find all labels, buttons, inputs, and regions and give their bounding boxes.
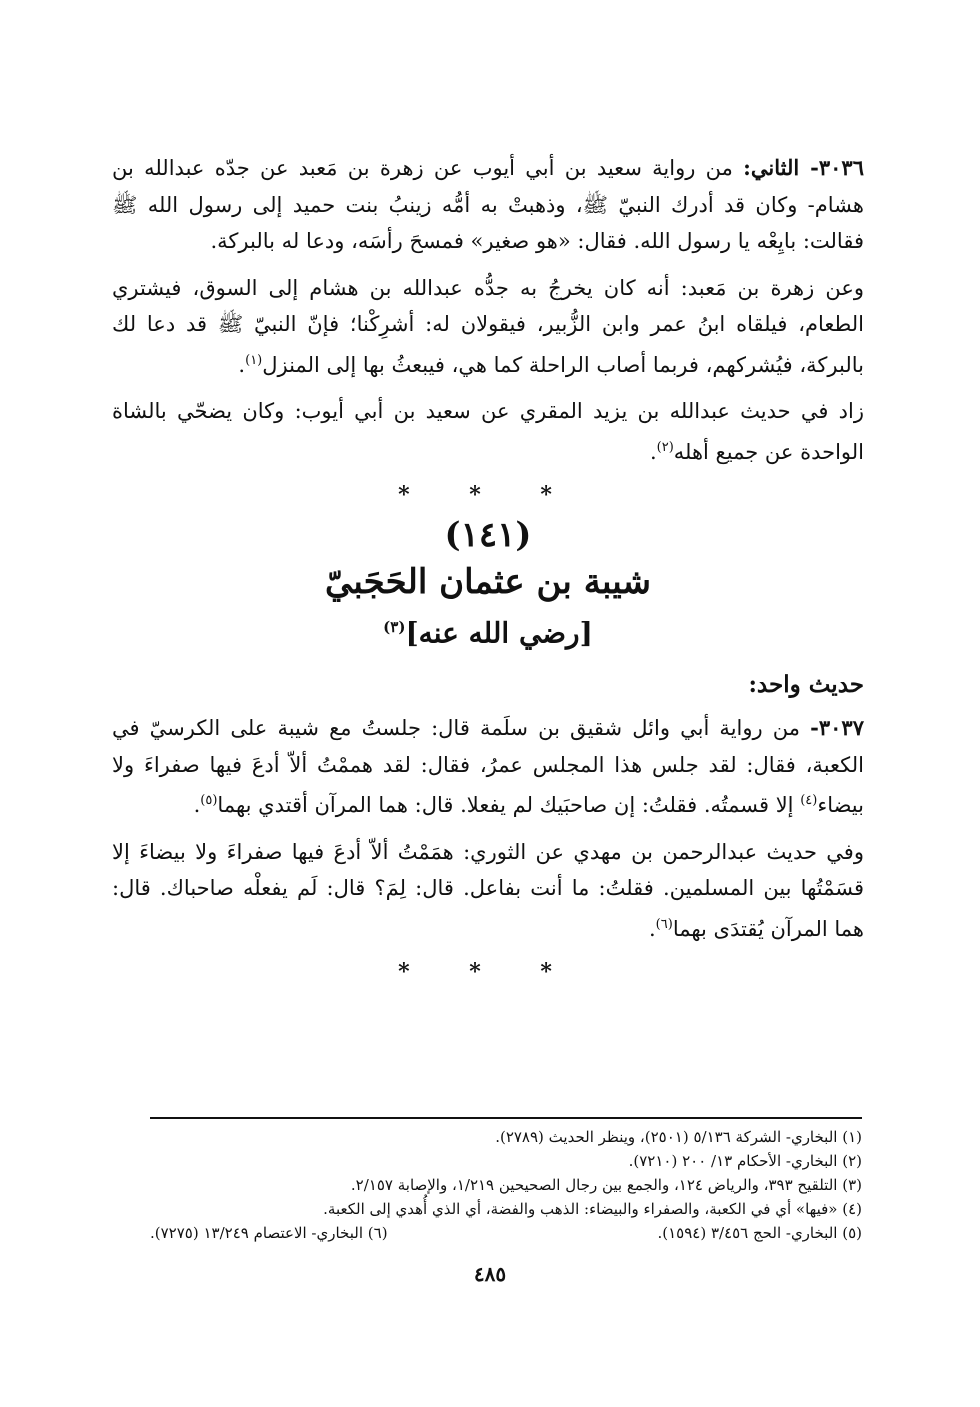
section-subtitle	[112, 606, 864, 654]
paragraph-text: وعن زهرة بن مَعبد: أنه كان يخرجُ به جدُّه عبدالله بن هشام إلى السوق، فيشتري الطعام، فيلقاه ابنُ عمر وابن الزُّبير، فيقولان له: أشرِكْنا؛ فإنّ النبيّ ﷺ قد دعا لك بالبركة، فيُشركهم، فربما أصاب الراحلة كما هي، فيبعثُ بها إلى المنزل	[112, 275, 864, 377]
footnotes	[150, 1117, 862, 1245]
subheading: حديث واحد:	[748, 671, 864, 699]
end-divider-stars: * * *	[398, 959, 578, 986]
section-divider-stars: * * *	[398, 482, 578, 508]
footnote-ref: (٣)	[383, 618, 406, 636]
hadith-3036-paragraph	[112, 150, 864, 260]
footnote-ref: (١)	[245, 352, 263, 368]
paragraph-end: .	[649, 439, 657, 464]
footnote-ref: (٢)	[656, 439, 674, 455]
footnote-3: (٣) التلقيح ٣٩٣، والرياض ١٢٤، والجمع بين رجال الصحيحين ١/٢١٩، والإصابة ٢/١٥٧.	[350, 1176, 862, 1194]
page-number: ٤٨٥	[473, 1262, 507, 1286]
addition-paragraph	[112, 393, 864, 470]
paragraph-text: وفي حديث عبدالرحمن بن مهدي عن الثوري: همَمْتُ ألاّ أدعَ فيها صفراءَ ولا بيضاءَ إلا قسَمْتُها بين المسلمين. فقلتُ: ما أنت بفاعل. قال: لِمَ؟ قال: لَم يفعلْه صاحباك. قال: هما المرآن يُقتدَى بهما	[112, 839, 864, 941]
hadith-3037-paragraph	[112, 710, 864, 824]
paragraph-text: من رواية أبي وائل شقيق بن سلَمة قال: جلستُ مع شيبة على الكرسيّ في الكعبة، فقال: لقد جلس هذا المجلس عمرُ، فقال: لقد هممْتُ ألاّ أدعَ فيها صفراءَ ولا بيضاء	[112, 716, 864, 818]
hadith-number: ٣٠٣٧-	[810, 715, 864, 741]
thawri-paragraph	[112, 834, 864, 948]
section-subtitle-text: [رضي الله عنه]	[405, 616, 593, 650]
paragraph-text-2: إلا قسمتُه. فقلتُ: إن صاحبَيك لم يفعلا. قال: هما المرآن أقتدي بهما	[217, 793, 801, 818]
footnote-4: (٤) «فيها» أي في الكعبة، والصفراء والبيضاء: الذهب والفضة، أي الذي أُهدي إلى الكعبة.	[323, 1200, 862, 1218]
paragraph-end: .	[193, 793, 201, 818]
footnote-row-5-6	[150, 1221, 862, 1245]
narration-paragraph	[112, 270, 864, 384]
footnote-2: (٢) البخاري- الأحكام ١٣/ ٢٠٠ (٧٢١٠).	[628, 1152, 862, 1170]
footnote-6: (٦) البخاري- الاعتصام ١٣/٢٤٩ (٧٢٧٥).	[150, 1224, 388, 1242]
paragraph-text: من رواية سعيد بن أبي أيوب عن زهرة بن مَعبد عن جدّه عبدالله بن هشام- وكان قد أدرك النبيّ ﷺ، وذهبتْ به أمُّه زينبُ بنت حميد إلى رسول الله ﷺ فقالت: بايِعْه يا رسول الله. فقال: «هو صغير» فمسحَ رأسَه، ودعا له بالبركة.	[112, 156, 864, 253]
section-number: (١٤١)	[444, 515, 532, 555]
hadith-number: ٣٠٣٦- الثاني:	[743, 155, 864, 180]
footnote-ref: (٥)	[200, 793, 218, 809]
section-title: شيبة بن عثمان الحَجَبيّ	[325, 562, 651, 602]
footnote-1: (١) البخاري- الشركة ٥/١٣٦ (٢٥٠١)، وينظر الحديث (٢٧٨٩).	[495, 1128, 862, 1146]
paragraph-text: زاد في حديث عبدالله بن يزيد المقري عن سعيد بن أبي أيوب: وكان يضحّي بالشاة الواحدة عن جميع أهله	[112, 399, 864, 464]
footnote-ref: (٤)	[800, 793, 818, 809]
footnote-5: (٥) البخاري- الحج ٣/٤٥٦ (١٥٩٤).	[657, 1224, 862, 1242]
footnote-ref: (٦)	[655, 916, 673, 932]
page-body	[112, 150, 864, 989]
paragraph-end: .	[648, 916, 656, 941]
paragraph-end: .	[238, 352, 246, 377]
